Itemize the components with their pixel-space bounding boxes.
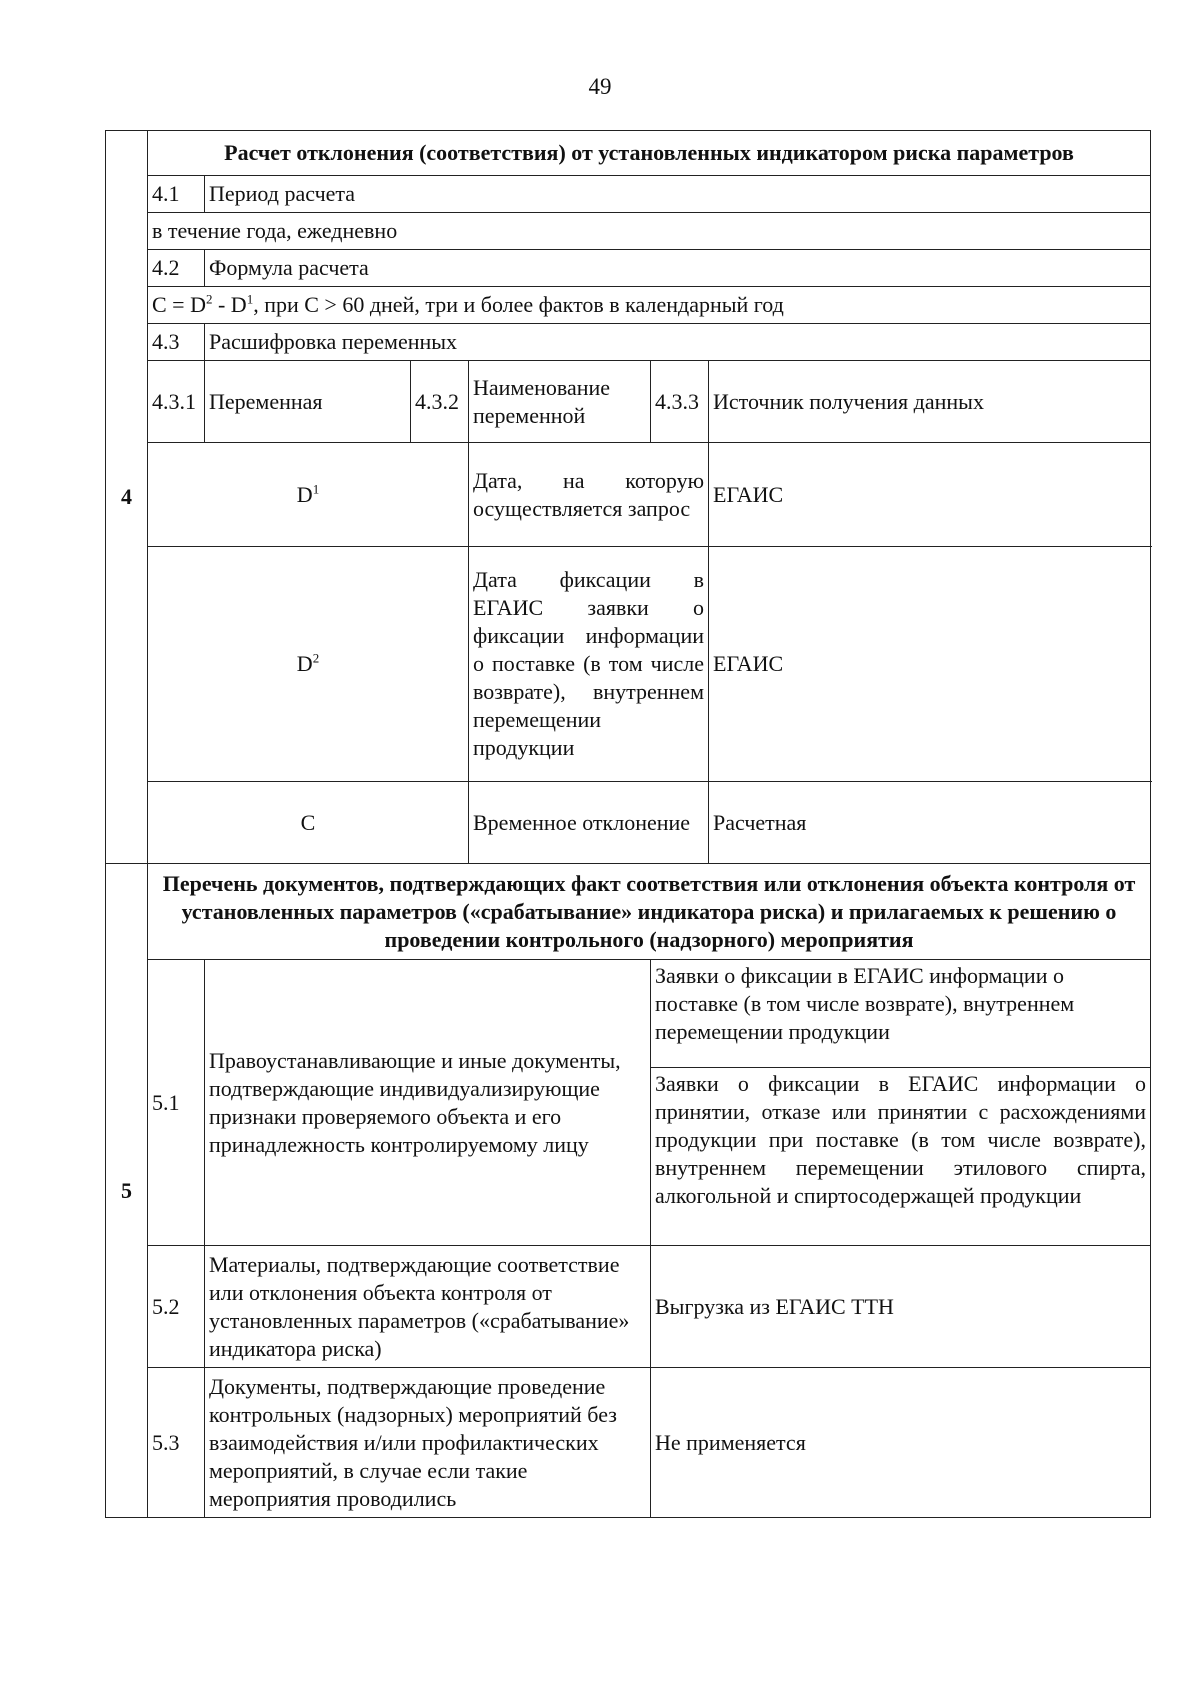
row-label: Правоустанавливающие и иные документы, подтверждающие индивидуализирующие признаки проверяемого объекта и его принадлежность контролируемому лицу bbox=[205, 960, 651, 1246]
variable-name: Дата, на которую осуществляется запрос bbox=[469, 443, 709, 547]
section-4-title: Расчет отклонения (соответствия) от установленных индикатором риска параметров bbox=[148, 131, 1151, 176]
variable-symbol: $D^1$ bbox=[148, 443, 469, 547]
formula-value: $C = D^2 - D^1$, при C > 60 дней, три и более фактов в календарный год bbox=[148, 287, 1151, 324]
row-num: 5.3 bbox=[148, 1368, 205, 1518]
formula-label: Формула расчета bbox=[205, 250, 1151, 287]
section-5-number: 5 bbox=[106, 864, 148, 1518]
row-num: 5.1 bbox=[148, 960, 205, 1246]
row-label: Материалы, подтверждающие соответствие или отклонения объекта контроля от установленных параметров («срабатывание» индикатора риска) bbox=[205, 1246, 651, 1368]
section-4-number: 4 bbox=[106, 131, 148, 864]
variable-source: ЕГАИС bbox=[709, 547, 1151, 782]
variable-name: Дата фиксации в ЕГАИС заявки о фиксации информации о поставке (в том числе возврате), внутреннем перемещении продукции bbox=[469, 547, 709, 782]
section-5-title: Перечень документов, подтверждающих факт соответствия или отклонения объекта контроля от установленных параметров («срабатывание» индикатора риска) и прилагаемых к решению о проведении контрольного (надзорного) мероприятия bbox=[148, 864, 1151, 960]
row-num: 5.2 bbox=[148, 1246, 205, 1368]
row-value: Заявки о фиксации в ЕГАИС информации о принятии, отказе или принятии с расхождениями продукции при поставке (в том числе возврате), внутреннем перемещении этилового спирта, алкогольной и спиртосодержащей продукции bbox=[651, 1068, 1151, 1246]
col1-label: Переменная bbox=[205, 361, 411, 443]
period-num: 4.1 bbox=[148, 176, 205, 213]
indicator-table bbox=[105, 130, 1151, 1518]
period-label: Период расчета bbox=[205, 176, 1151, 213]
col3-label: Источник получения данных bbox=[709, 361, 1151, 443]
row-label: Документы, подтверждающие проведение контрольных (надзорных) мероприятий без взаимодействия и/или профилактических мероприятий, в случае если такие мероприятия проводились bbox=[205, 1368, 651, 1518]
period-value: в течение года, ежедневно bbox=[148, 213, 1151, 250]
row-value: Не применяется bbox=[651, 1368, 1151, 1518]
variable-symbol: C bbox=[148, 782, 469, 864]
row-value: Заявки о фиксации в ЕГАИС информации о поставке (в том числе возврате), внутреннем перемещении продукции bbox=[651, 960, 1151, 1068]
row-value: Выгрузка из ЕГАИС ТТН bbox=[651, 1246, 1151, 1368]
col1-num: 4.3.1 bbox=[148, 361, 205, 443]
variable-source: ЕГАИС bbox=[709, 443, 1151, 547]
variable-name: Временное отклонение bbox=[469, 782, 709, 864]
col3-num: 4.3.3 bbox=[651, 361, 709, 443]
decode-label: Расшифровка переменных bbox=[205, 324, 1151, 361]
variable-source: Расчетная bbox=[709, 782, 1151, 864]
col2-label: Наименование переменной bbox=[469, 361, 651, 443]
page-number: 49 bbox=[588, 74, 612, 99]
decode-num: 4.3 bbox=[148, 324, 205, 361]
col2-num: 4.3.2 bbox=[411, 361, 469, 443]
formula-num: 4.2 bbox=[148, 250, 205, 287]
variable-symbol: $D^2$ bbox=[148, 547, 469, 782]
